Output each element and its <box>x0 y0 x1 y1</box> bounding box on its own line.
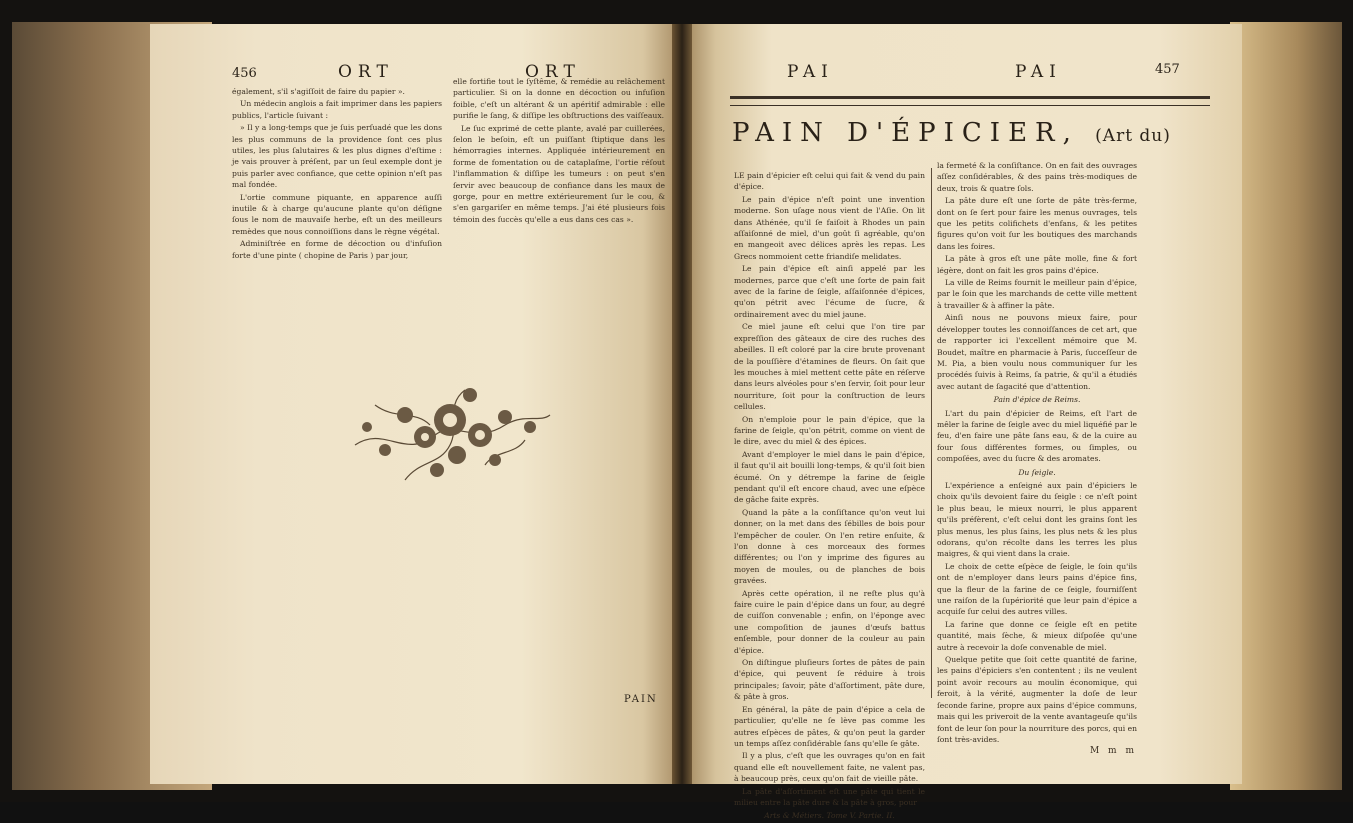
paragraph: Le pain d'épice n'eſt point une invention moderne. Son uſage nous vient de l'Aſie. On lit dans Athénée, qu'il ſe faiſoit à Rhodes un pain aſſaiſonné de miel, d'un goût ſi agréable, qu'on en mangeoit avec délices après les repas. Les Grecs nommoient cette friandiſe melidates. <box>734 194 925 261</box>
paragraph: Il y a plus, c'eſt que les ouvrages qu'on en fait quand elle eſt nouvellement faite, ne valent pas, à beaucoup près, ceux qu'on fait de vieille pâte. <box>734 751 925 784</box>
paragraph: La pâte à gros eſt une pâte molle, fine & fort légère, dont on fait les gros pains d'épice. <box>937 254 1137 275</box>
signature-mark: M m m <box>1089 746 1137 757</box>
left-page-number: 456 <box>232 66 257 81</box>
article-title-suffix: (Art du) <box>1095 126 1171 146</box>
paragraph: Le pain d'épice eſt ainſi appelé par les modernes, parce que c'eſt une ſorte de pain fait avec de la farine de ſeigle, aſſaiſonnée d'épices, qu'on pétrit avec l'écume de ſucre, & ordinairement avec du miel jaune. <box>734 264 925 319</box>
paragraph: Quelque petite que ſoit cette quantité de farine, les pains d'épiciers s'en contentent ; ils ne veulent point avoir recours au moulin économique, qui feroit, à la vérité, augmenter la doſe de leur ſeconde farine, propre aux pains d'épice communs, mais qui les priveroit de la vente avantageuſe qu'ils font de leur ſon pour la nourriture des porcs, qui en ſont très-avides. <box>937 655 1137 744</box>
left-running-head-1: ORT <box>338 62 394 82</box>
paragraph: On diſtingue pluſieurs ſortes de pâtes de pain d'épice, qui peuvent ſe réduire à trois principales; ſavoir, pâte d'aſſortiment, pâte dure, & pâte à gros. <box>734 658 925 702</box>
paragraph: Quand la pâte a la conſiſtance qu'on veut lui donner, on la met dans des ſébilles de bois pour l'empêcher de couler. On l'en retire enſuite, & l'on donne à ces morceaux des formes différentes; ou l'on y imprime des figures au moyen de moules, ou de planches de bois gravées. <box>734 507 925 586</box>
paragraph: LE pain d'épicier eſt celui qui fait & vend du pain d'épice. <box>734 171 925 192</box>
paragraph: Avant d'employer le miel dans le pain d'épice, il faut qu'il ait bouilli long-temps, & qu'il ſoit bien écumé. On y détrempe la farine de ſeigle pendant qu'il eſt encore chaud, avec une eſpèce de gâche faite exprès. <box>734 449 925 505</box>
paragraph: Le ſuc exprimé de cette plante, avalé par cuillerées, ſelon le beſoin, eſt un puiſſant ſtiptique dans les hémorragies internes. Appliquée intérieurement en forme de fomentation ou de cataplaſme, l'ortie réſout l'inflammation & diſſipe les tumeurs : on peut s'en ſervir avec beaucoup de confiance dans les maux de gorge, pour en mettre extérieurement ſur le cou, & s'en gargariſer en même temps. J'ai été plusieurs fois témoin des ſuccès qu'elle a eus dans ces cas ». <box>453 123 665 224</box>
right-running-head-2: PAI <box>1015 62 1062 82</box>
right-column-1 <box>734 170 925 823</box>
right-page-edges <box>1230 22 1342 790</box>
paragraph: La pâte dure eſt une ſorte de pâte très-ferme, dont on ſe ſert pour faire les menus ouvrages, tels que les petits colifichets d'enfans, & les petites figures qu'on voit ſur les boutiques des marchands dans les foires. <box>937 196 1137 251</box>
right-running-head-1: PAI <box>787 62 834 82</box>
paragraph: Ce miel jaune eſt celui que l'on tire par expreſſion des gâteaux de cire des ruches des abeilles. Il eſt coloré par la cire brute provenant de la pouſſière d'étamines de fleurs. On ſait que les mouches à miel mettent cette pâte en réſerve dans leurs alvéoles pour s'en ſervir, ſoit pour leur nourriture, ſoit pour la conſtruction de leurs cellules. <box>734 322 925 412</box>
floral-vignette-ornament <box>345 365 555 490</box>
paragraph: également, s'il s'agiſſoit de faire du papier ». <box>232 87 405 96</box>
paragraph: la fermeté & la conſiſtance. On en fait des ouvrages aſſez conſidérables, & des pains très-modiques de deux, trois & quatre ſols. <box>937 161 1137 193</box>
right-column-2 <box>937 160 1137 759</box>
column-divider <box>931 168 932 698</box>
paragraph: L'art du pain d'épicier de Reims, eſt l'art de mêler la farine de ſeigle avec du miel liquéfié par le feu, d'en faire une pâte ſans eau, & de la cuire au four ſous différentes formes, ou ſimples, ou compoſées, avec du ſucre & des aromates. <box>937 408 1137 464</box>
paragraph: Le choix de cette eſpèce de ſeigle, le ſoin qu'ils ont de n'employer dans leurs pains d'épice fins, que la fleur de la farine de ce ſeigle, fourniſſent une raiſon de la ſupériorité que leur pain d'épice a acquiſe ſur celui des autres villes. <box>937 561 1137 617</box>
title-rule <box>730 96 1210 106</box>
paragraph: En général, la pâte de pain d'épice a cela de particulier, qu'elle ne ſe lève pas comme les autres eſpèces de pâtes, & qu'on peut la garder un temps aſſez conſidérable ſans qu'elle ſe gâte. <box>734 704 925 748</box>
left-running-head-2: ORT <box>525 62 581 82</box>
volume-footer: Arts & Métiers. Tome V. Partie. II. <box>764 811 895 821</box>
paragraph: » Il y a long-temps que je ſuis perſuadé que les dons les plus communs de la providence ſont ces plus utiles, les plus ſalutaires & les plus dignes d'eſtime : je vais prouver à préſent, par un ſeul exemple dont je puis parler avec confiance, que cette opinion n'eſt pas mal fondée. <box>232 123 442 190</box>
paragraph: La pâte d'aſſortiment eſt une pâte qui tient le milieu entre la pâte dure & la pâte à gros, pour <box>734 786 925 807</box>
left-catchword: PAIN <box>624 694 658 705</box>
paragraph: Adminiſtrée en forme de décoction ou d'infuſion forte d'une pinte ( chopine de Paris ) par jour, <box>232 239 442 260</box>
paragraph: Ainſi nous ne pouvons mieux faire, pour développer toutes les connoiſſances de cet art, que de rapporter ici l'excellent mémoire que M. Boudet, maître en pharmacie à Paris, ſucceſſeur de M. Pia, a bien voulu nous communiquer ſur les procédés ſuivis à Reims, ſa patrie, & qu'il a étudiés avec autant de ſagacité que d'attention. <box>937 313 1137 391</box>
paragraph: L'expérience a enſeigné aux pain d'épiciers le choix qu'ils devoient faire du ſeigle : ce n'eſt point le plus beau, le mieux nourri, le plus apparent qu'ils préfèrent, c'eſt celui dont les grains ſont les plus menus, les plus ſains, les plus nets & les plus odorans, qu'on récolte dans les terres les plus maigres, & qui vient dans la craie. <box>937 480 1137 559</box>
article-title <box>732 118 1171 148</box>
book-gutter <box>672 24 692 784</box>
paragraph: elle fortifie tout le ſyſtême, & remédie au relâchement particulier. Si on la donne en décoction ou infuſion foible, c'eſt un altérant & un apéritif admirable : elle purifie le ſang, & diſſipe les obſtructions des vaiſſeaux. <box>453 77 665 121</box>
right-page-number: 457 <box>1155 62 1180 77</box>
paragraph: Après cette opération, il ne reſte plus qu'à faire cuire le pain d'épice dans un four, au degré de cuiſſon convenable ; enfin, on l'éponge avec une compoſition de jaunes d'œufs battus enſemble, pour donner de la couleur au pain d'épice. <box>734 588 925 655</box>
left-column-1 <box>232 86 442 262</box>
paragraph: La ville de Reims fournit le meilleur pain d'épice, par le ſoin que les marchands de cette ville mettent à travailler & à affiner la pâte. <box>937 278 1137 310</box>
paragraph: Un médecin anglois a fait imprimer dans les papiers publics, l'article ſuivant : <box>232 99 442 120</box>
paragraph: On n'emploie pour le pain d'épice, que la farine de ſeigle, qu'on pétrit, comme on vient de le dire, avec du miel & des épices. <box>734 414 925 447</box>
section-heading: Du ſeigle. <box>1018 467 1056 477</box>
paragraph: L'ortie commune piquante, en apparence auſſi inutile & à charge qu'aucune plante qu'on déſigne ſous le nom de mauvaiſe herbe, eſt un des meilleurs remèdes que nous connoiſſions dans le règne végétal. <box>232 192 442 236</box>
paragraph: La farine que donne ce ſeigle eſt en petite quantité, mais ſèche, & mieux diſpoſée qu'une autre à recevoir la doſe convenable de miel. <box>937 619 1137 652</box>
article-title-text: PAIN D'ÉPICIER, <box>732 118 1079 148</box>
section-heading: Pain d'épice de Reims. <box>993 395 1081 405</box>
left-column-2 <box>453 76 665 226</box>
